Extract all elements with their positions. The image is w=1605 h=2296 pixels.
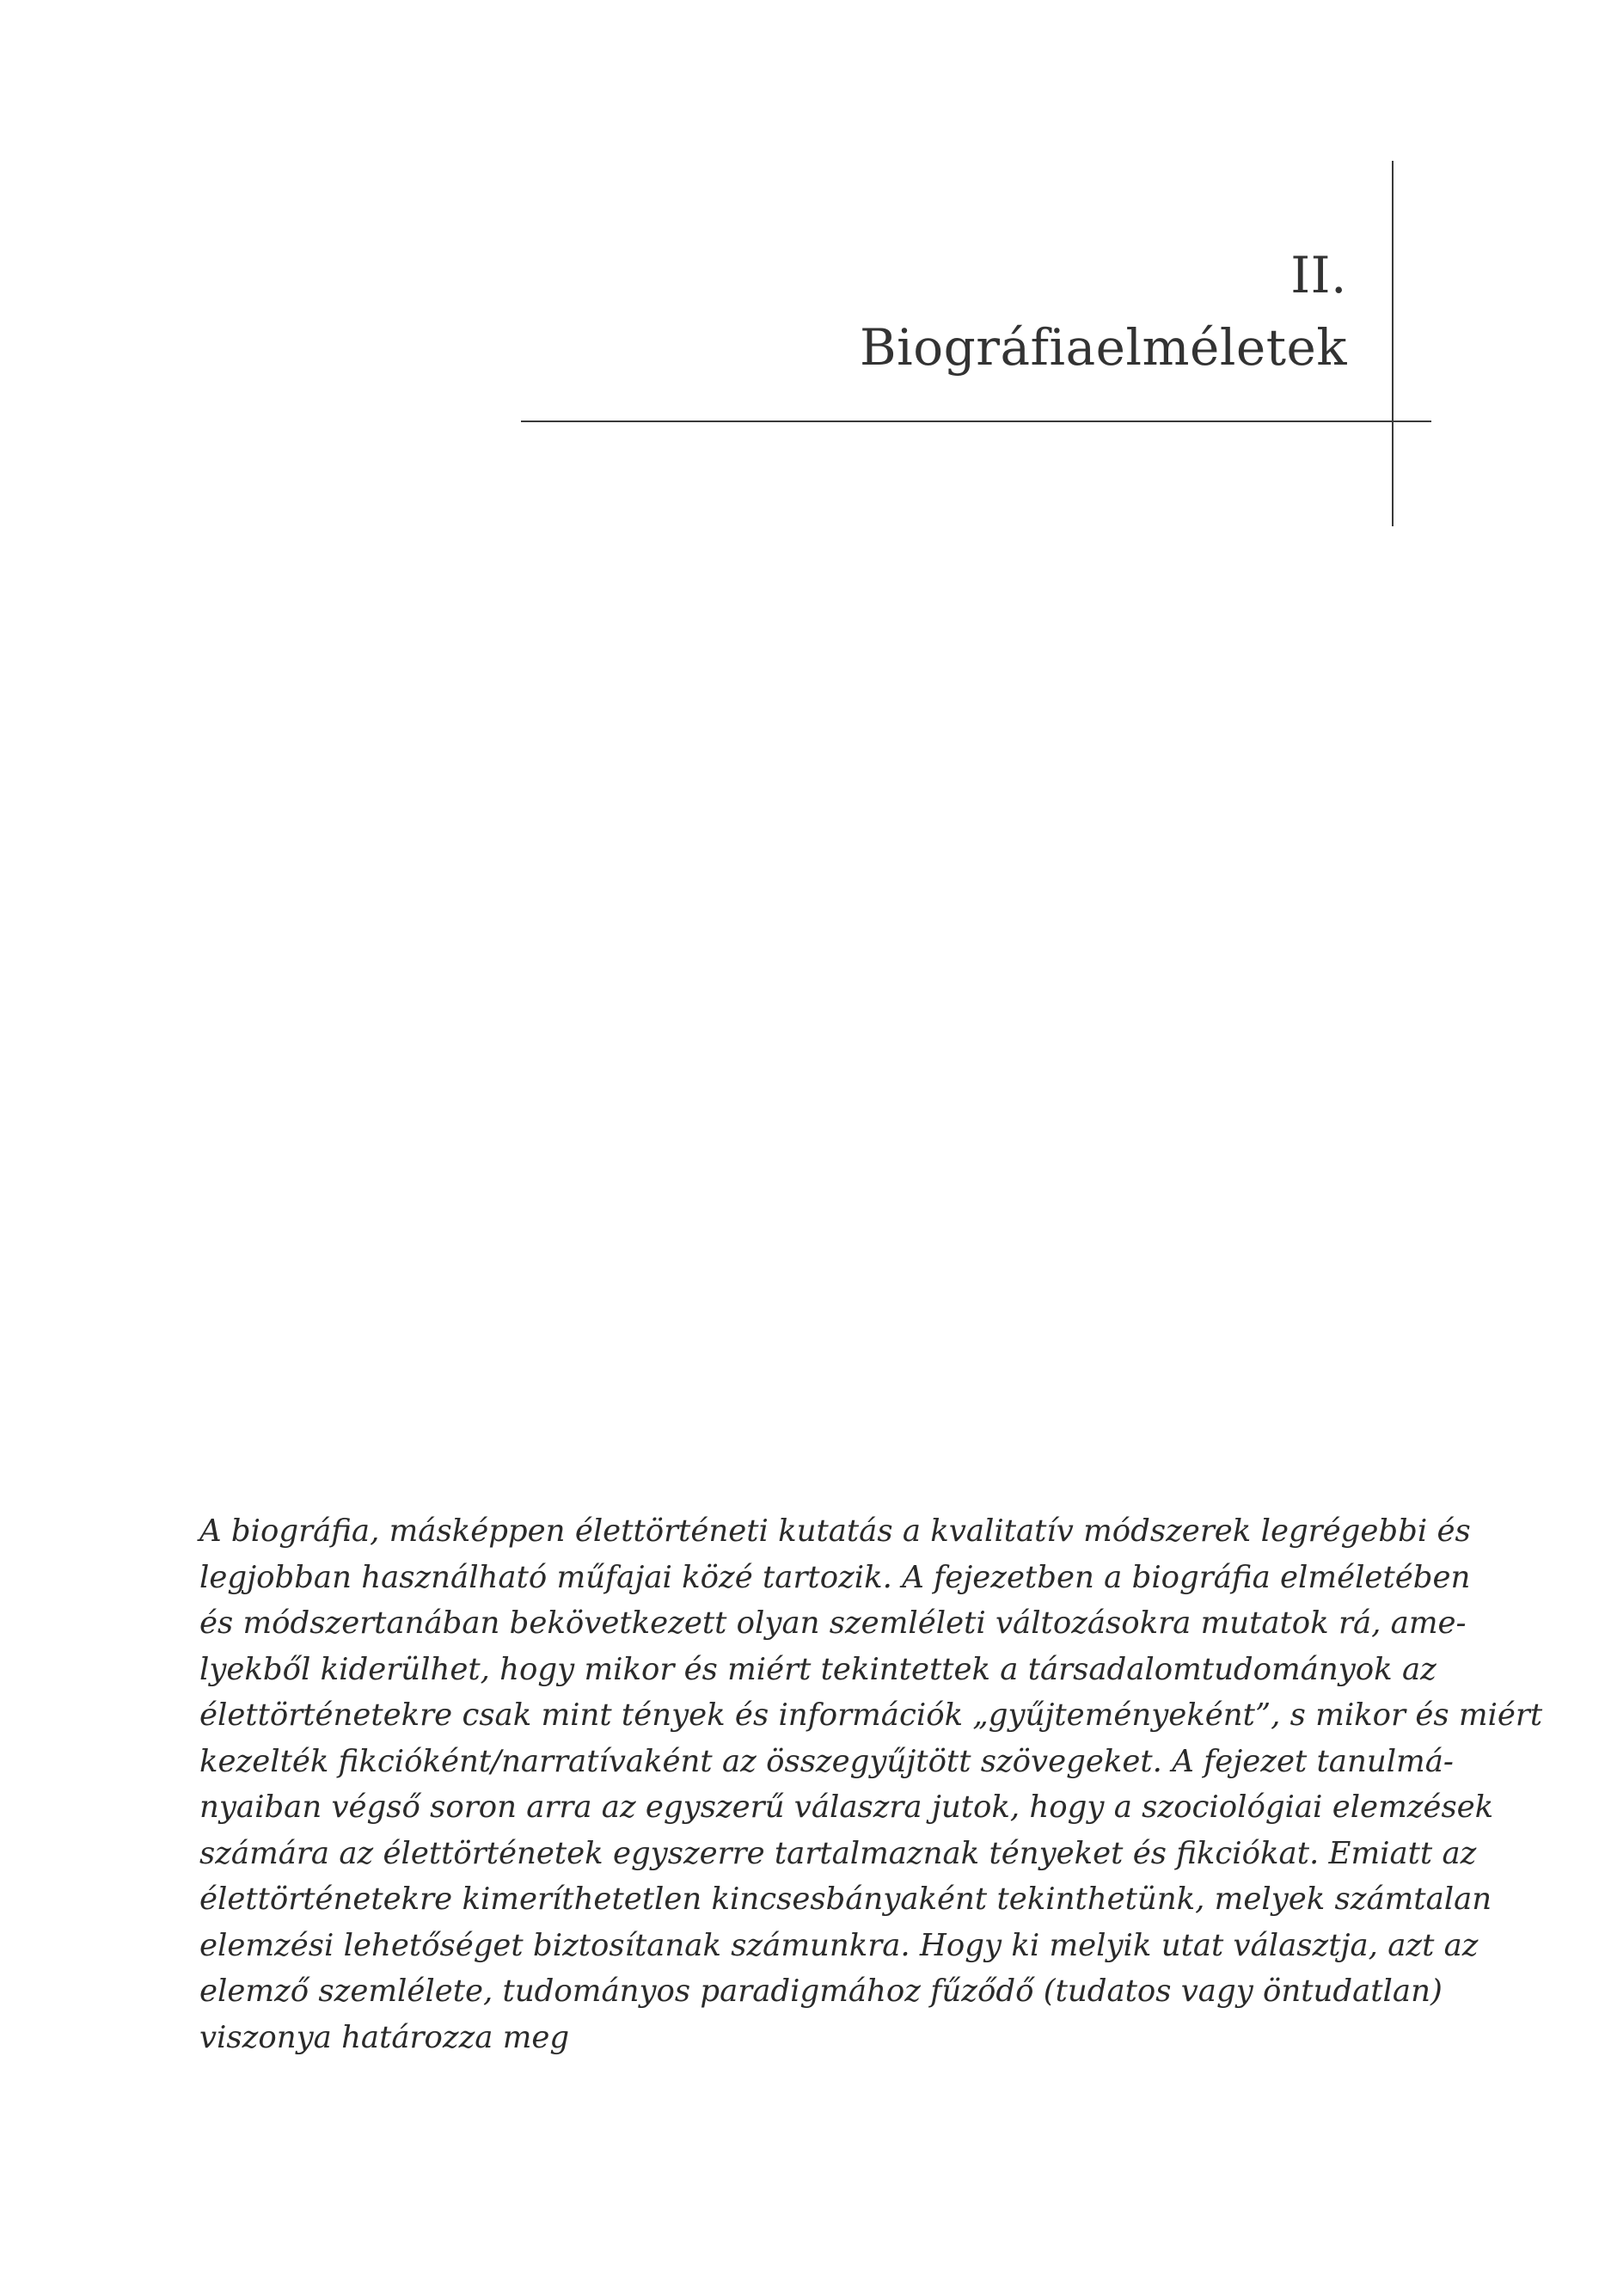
chapter-heading [860,239,1347,384]
abstract-line: legjobban használható műfajai közé tartozik. A fejezetben a biográfia elméletében [199,1559,1471,1595]
chapter-title: Biográfiaelméletek [860,318,1347,377]
chapter-abstract [199,1508,1543,2060]
abstract-line: lyekből kiderülhet, hogy mikor és miért tekintettek a társadalomtudományok az [199,1651,1437,1687]
abstract-line: elemző szemlélete, tudományos paradigmához fűződő (tudatos vagy öntudatlan) [199,1974,1443,2009]
abstract-line: élettörténetekre csak mint tények és információk „gyűjteményeként”, s mikor és miért [199,1697,1543,1733]
abstract-line: viszonya határozza meg [199,2019,570,2055]
abstract-line: számára az élettörténetek egyszerre tartalmaznak tényeket és fikciókat. Emiatt az [199,1835,1477,1871]
abstract-line: nyaiban végső soron arra az egyszerű válaszra jutok, hogy a szociológiai elemzések [199,1790,1494,1825]
abstract-line: élettörténetekre kimeríthetetlen kincsesbányaként tekinthetünk, melyek számtalan [199,1882,1492,1917]
horizontal-rule [521,421,1431,422]
abstract-line: kezelték fikcióként/narratívaként az összegyűjtött szövegeket. A fejezet tanulmá- [199,1743,1454,1779]
vertical-rule [1392,161,1394,526]
abstract-line: elemzési lehetőséget biztosítanak számunkra. Hogy ki melyik utat választja, azt az [199,1927,1479,1963]
chapter-number: II. [1290,246,1347,304]
abstract-line: A biográfia, másképpen élettörténeti kutatás a kvalitatív módszerek legrégebbi és [199,1513,1471,1549]
abstract-line: és módszertanában bekövetkezett olyan szemléleti változásokra mutatok rá, ame- [199,1605,1467,1641]
